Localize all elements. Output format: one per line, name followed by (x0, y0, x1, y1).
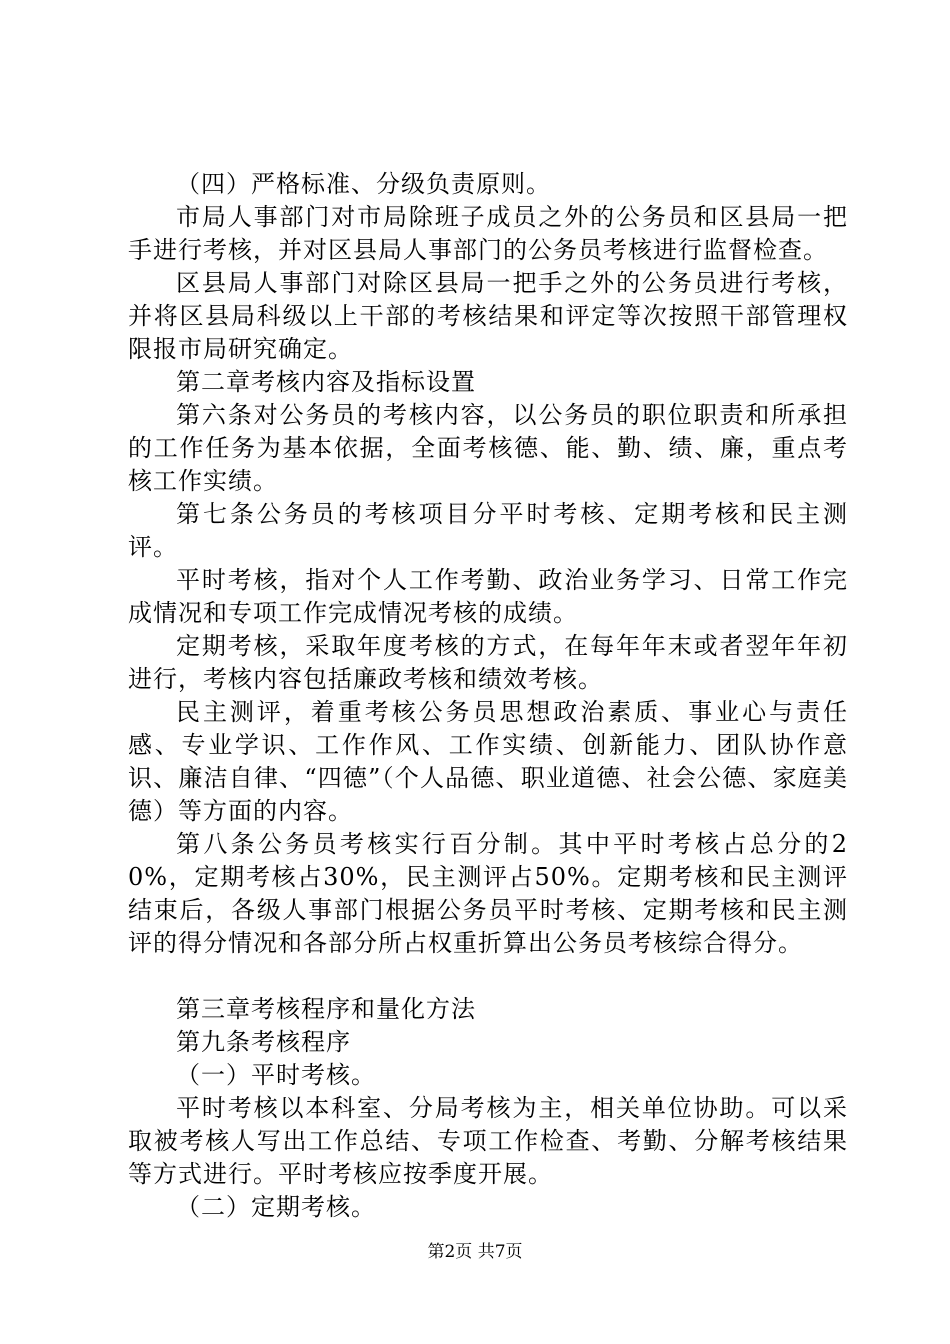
paragraph-district-bureau-assessment: 区县局人事部门对除区县局一把手之外的公务员进行考核，并将区县局科级以上干部的考核结果和评定等次按照干部管理权限报市局研究确定。 (128, 269, 848, 363)
chapter-2-heading: 第二章考核内容及指标设置 (176, 368, 476, 396)
paragraph-city-bureau-assessment: 市局人事部门对市局除班子成员之外的公务员和区县局一把手进行考核，并对区县局人事部门的公务员考核进行监督检查。 (128, 203, 848, 264)
article-9-heading: 第九条考核程序 (176, 1028, 351, 1056)
page-number-footer: 第2页 共7页 (427, 1242, 523, 1262)
paragraph-democratic-evaluation: 民主测评，着重考核公务员思想政治素质、事业心与责任感、专业学识、工作作风、工作实绩、创新能力、团队协作意识、廉洁自律、“四德”（个人品德、职业道德、社会公德、家庭美德）等方面的内容。 (128, 698, 848, 825)
article-7: 第七条公务员的考核项目分平时考核、定期考核和民主测评。 (128, 500, 848, 561)
paragraph-routine-procedure: 平时考核以本科室、分局考核为主，相关单位协助。可以采取被考核人写出工作总结、专项工作检查、考勤、分解考核结果等方式进行。平时考核应按季度开展。 (128, 1094, 848, 1188)
paragraph-spacer (128, 960, 848, 993)
article-8: 第八条公务员考核实行百分制。其中平时考核占总分的20%，定期考核占30%，民主测评占50%。定期考核和民主测评结束后，各级人事部门根据公务员平时考核、定期考核和民主测评的得分情况和各部分所占权重折算出公务员考核综合得分。 (128, 830, 848, 957)
paragraph-routine-assessment: 平时考核，指对个人工作考勤、政治业务学习、日常工作完成情况和专项工作完成情况考核的成绩。 (128, 566, 848, 627)
paragraph-principle-4: （四）严格标准、分级负责原则。 (176, 170, 551, 198)
section-1-heading: （一）平时考核。 (176, 1061, 376, 1089)
document-body (128, 168, 848, 1224)
chapter-3-heading: 第三章考核程序和量化方法 (176, 995, 476, 1023)
section-2-heading: （二）定期考核。 (176, 1193, 376, 1221)
article-6: 第六条对公务员的考核内容，以公务员的职位职责和所承担的工作任务为基本依据，全面考核德、能、勤、绩、廉，重点考核工作实绩。 (128, 401, 848, 495)
paragraph-periodic-assessment: 定期考核，采取年度考核的方式，在每年年末或者翌年年初进行，考核内容包括廉政考核和绩效考核。 (128, 632, 848, 693)
